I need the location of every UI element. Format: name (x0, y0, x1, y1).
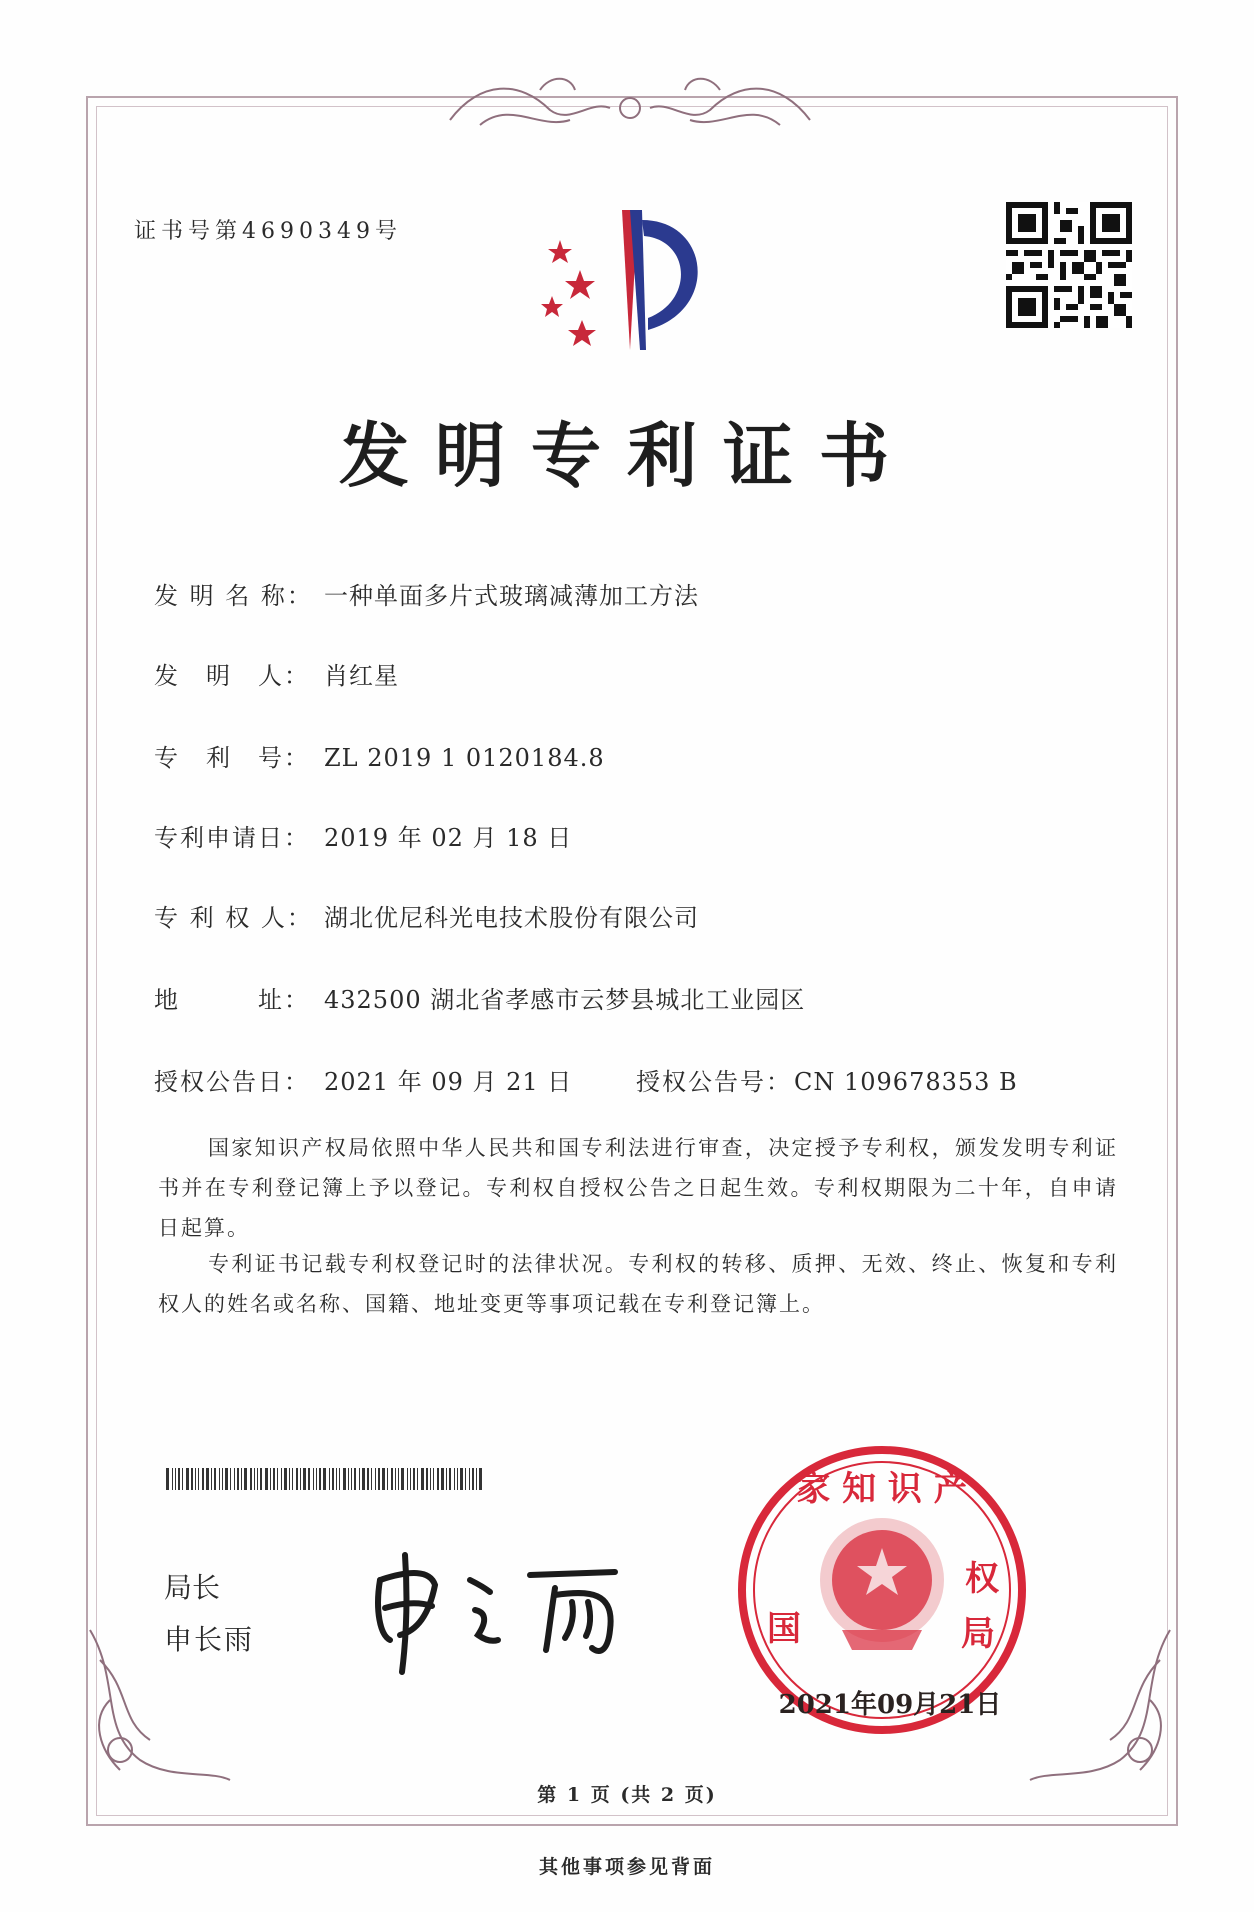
seal-text: 家 知 识 产 (796, 1469, 968, 1509)
certificate-number: 证书号第4690349号 (134, 219, 402, 244)
field-label: 授权公告号： (636, 1068, 792, 1096)
director-signature (360, 1540, 650, 1680)
certificate-title: 发明专利证书 (339, 414, 915, 497)
field-value: 2021 年 09 月 21 日 (324, 1068, 573, 1096)
field-value: 432500 湖北省孝感市云梦县城北工业园区 (324, 986, 806, 1014)
corner-ornament-right-icon (1020, 1620, 1180, 1790)
field-patentee (154, 898, 699, 933)
field-value: 一种单面多片式玻璃减薄加工方法 (324, 582, 699, 610)
statement-paragraph-2: 专利证书记载专利权登记时的法律状况。专利权的转移、质押、无效、终止、恢复和专利权人的姓名或名称、国籍、地址变更等事项记载在专利登记簿上。 (158, 1252, 1118, 1316)
statement-paragraph-1: 国家知识产权局依照中华人民共和国专利法进行审查，决定授予专利权，颁发发明专利证书并在专利登记簿上予以登记。专利权自授权公告之日起生效。专利权期限为二十年，自申请日起算。 (158, 1136, 1118, 1240)
field-value: 肖红星 (324, 662, 399, 690)
field-value: 湖北优尼科光电技术股份有限公司 (324, 904, 699, 932)
director-name: 申长雨 (164, 1623, 255, 1656)
svg-text:局: 局 (961, 1614, 995, 1654)
seal-date: 2021年09月21日 (778, 1690, 1002, 1720)
signature-icon (360, 1540, 650, 1680)
field-label: 授权公告日： (154, 1068, 310, 1096)
field-invention-name (154, 576, 699, 611)
top-ornament-icon (440, 70, 820, 140)
back-note: 其他事项参见背面 (538, 1856, 715, 1878)
field-label: 发 明 名 称： (154, 582, 313, 610)
patent-office-logo (530, 200, 730, 360)
field-grant-date (154, 1062, 572, 1097)
field-label: 发 明 人： (154, 662, 310, 690)
director-title: 局长 (164, 1571, 221, 1604)
field-value: ZL 2019 1 0120184.8 (324, 744, 605, 772)
field-label: 专 利 权 人： (154, 904, 313, 932)
field-address (154, 980, 805, 1015)
field-value: CN 109678353 B (794, 1068, 1018, 1096)
qr-code-icon (1006, 202, 1132, 328)
field-application-date (154, 818, 572, 853)
field-label: 专利申请日： (154, 824, 310, 852)
svg-text:权: 权 (965, 1559, 999, 1599)
field-value: 2019 年 02 月 18 日 (324, 824, 573, 852)
field-label: 专 利 号： (154, 744, 310, 772)
field-grant-number (636, 1062, 1018, 1097)
svg-text:国: 国 (767, 1609, 801, 1649)
barcode-icon (166, 1468, 486, 1490)
field-patent-number (154, 738, 605, 773)
field-inventor (154, 656, 399, 691)
field-label: 地 址： (154, 986, 310, 1014)
page-number: 第 1 页 (共 2 页) (537, 1784, 717, 1806)
